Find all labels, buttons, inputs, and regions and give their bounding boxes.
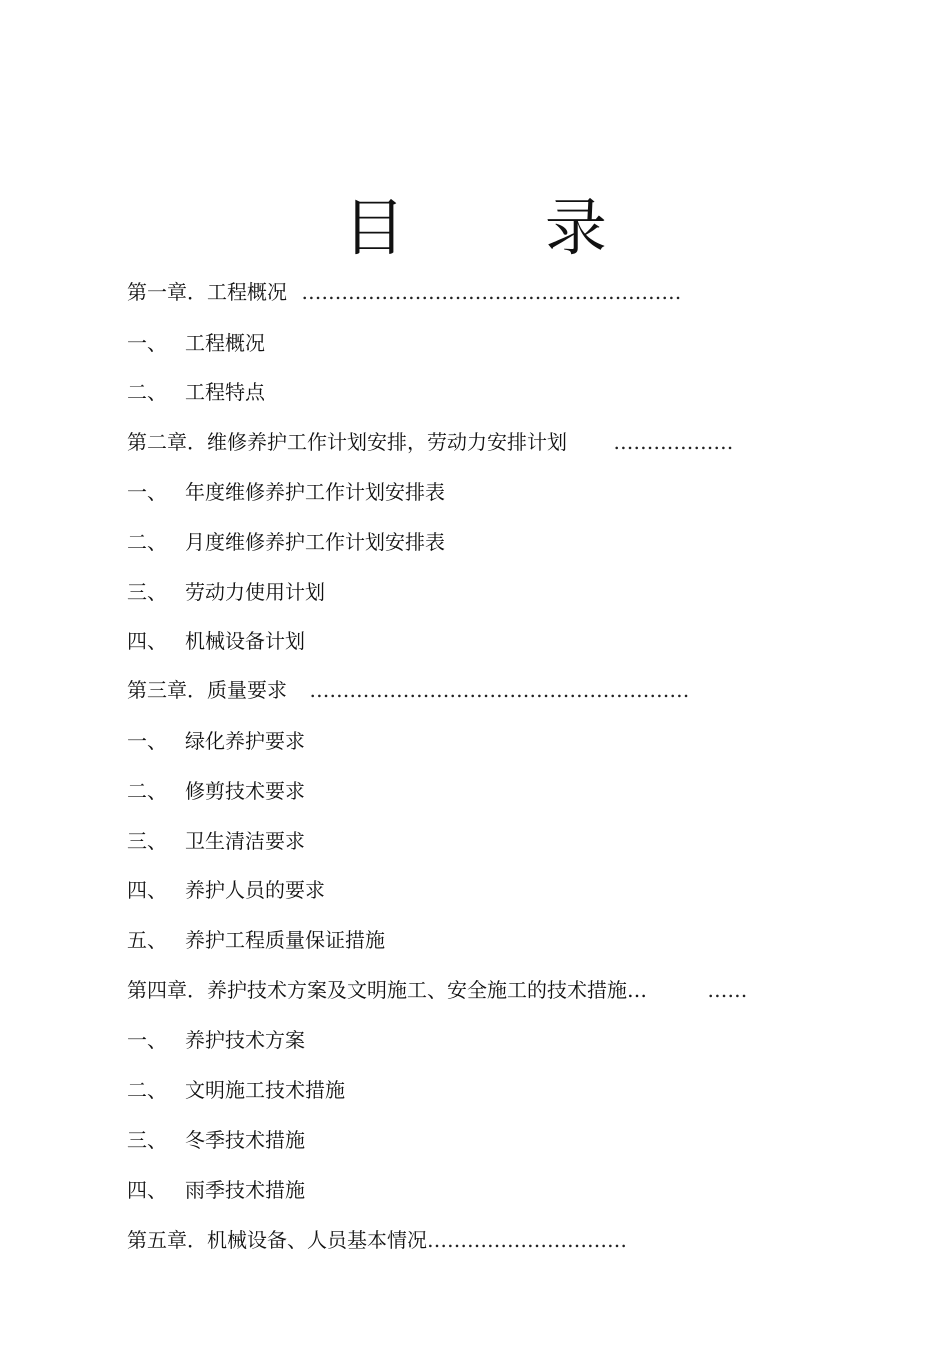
item-number: 一、 bbox=[127, 480, 167, 504]
toc-item[interactable] bbox=[127, 327, 265, 359]
leader-dots: ………………………… bbox=[427, 1228, 627, 1252]
toc-item[interactable] bbox=[127, 1024, 305, 1056]
item-number: 一、 bbox=[127, 1028, 167, 1052]
item-number: 一、 bbox=[127, 331, 167, 355]
item-number: 三、 bbox=[127, 1128, 167, 1152]
toc-item[interactable] bbox=[127, 725, 305, 757]
item-number: 四、 bbox=[127, 1178, 167, 1202]
chapter-title: 第二章．维修养护工作计划安排，劳动力安排计划 bbox=[127, 430, 567, 454]
item-title: 养护技术方案 bbox=[185, 1028, 305, 1052]
toc-chapter-2[interactable] bbox=[127, 426, 733, 458]
toc-item[interactable] bbox=[127, 825, 305, 857]
item-title: 工程特点 bbox=[185, 380, 265, 404]
item-number: 二、 bbox=[127, 1078, 167, 1102]
item-number: 三、 bbox=[127, 829, 167, 853]
leader-dots: ………………………………………………… bbox=[301, 280, 682, 304]
toc-chapter-4[interactable] bbox=[127, 974, 747, 1006]
toc-chapter-1[interactable] bbox=[127, 276, 681, 308]
item-title: 机械设备计划 bbox=[185, 629, 305, 653]
toc-item[interactable] bbox=[127, 576, 325, 608]
toc-item[interactable] bbox=[127, 625, 305, 657]
toc-item[interactable] bbox=[127, 1074, 345, 1106]
item-title: 工程概况 bbox=[185, 331, 265, 355]
item-title: 修剪技术要求 bbox=[185, 779, 305, 803]
item-title: 劳动力使用计划 bbox=[185, 580, 325, 604]
chapter-title: 第三章．质量要求 bbox=[127, 678, 287, 702]
item-title: 养护人员的要求 bbox=[185, 878, 325, 902]
toc-item[interactable] bbox=[127, 1174, 305, 1206]
toc-item[interactable] bbox=[127, 775, 305, 807]
item-number: 三、 bbox=[127, 580, 167, 604]
item-number: 四、 bbox=[127, 878, 167, 902]
chapter-title: 第四章．养护技术方案及文明施工、安全施工的技术措施… bbox=[127, 978, 647, 1002]
chapter-title: 第五章．机械设备、人员基本情况 bbox=[127, 1228, 427, 1252]
leader-dots: ………………………………………………… bbox=[309, 678, 690, 702]
page-title: 目 录 bbox=[343, 191, 667, 264]
toc-chapter-5[interactable] bbox=[127, 1224, 627, 1256]
item-title: 冬季技术措施 bbox=[185, 1128, 305, 1152]
item-number: 四、 bbox=[127, 629, 167, 653]
item-title: 年度维修养护工作计划安排表 bbox=[185, 480, 445, 504]
item-title: 养护工程质量保证措施 bbox=[185, 928, 385, 952]
item-title: 雨季技术措施 bbox=[185, 1178, 305, 1202]
leader-dots: …… bbox=[707, 978, 748, 1002]
toc-item[interactable] bbox=[127, 476, 445, 508]
leader-dots: ……………… bbox=[613, 430, 734, 454]
chapter-title: 第一章．工程概况 bbox=[127, 280, 287, 304]
toc-chapter-3[interactable] bbox=[127, 674, 689, 706]
toc-item[interactable] bbox=[127, 376, 265, 408]
item-title: 月度维修养护工作计划安排表 bbox=[185, 530, 445, 554]
item-title: 绿化养护要求 bbox=[185, 729, 305, 753]
item-title: 文明施工技术措施 bbox=[185, 1078, 345, 1102]
item-number: 一、 bbox=[127, 729, 167, 753]
item-number: 二、 bbox=[127, 530, 167, 554]
item-number: 五、 bbox=[127, 928, 167, 952]
toc-item[interactable] bbox=[127, 874, 325, 906]
item-title: 卫生清洁要求 bbox=[185, 829, 305, 853]
item-number: 二、 bbox=[127, 779, 167, 803]
toc-item[interactable] bbox=[127, 526, 445, 558]
item-number: 二、 bbox=[127, 380, 167, 404]
toc-item[interactable] bbox=[127, 924, 385, 956]
toc-item[interactable] bbox=[127, 1124, 305, 1156]
